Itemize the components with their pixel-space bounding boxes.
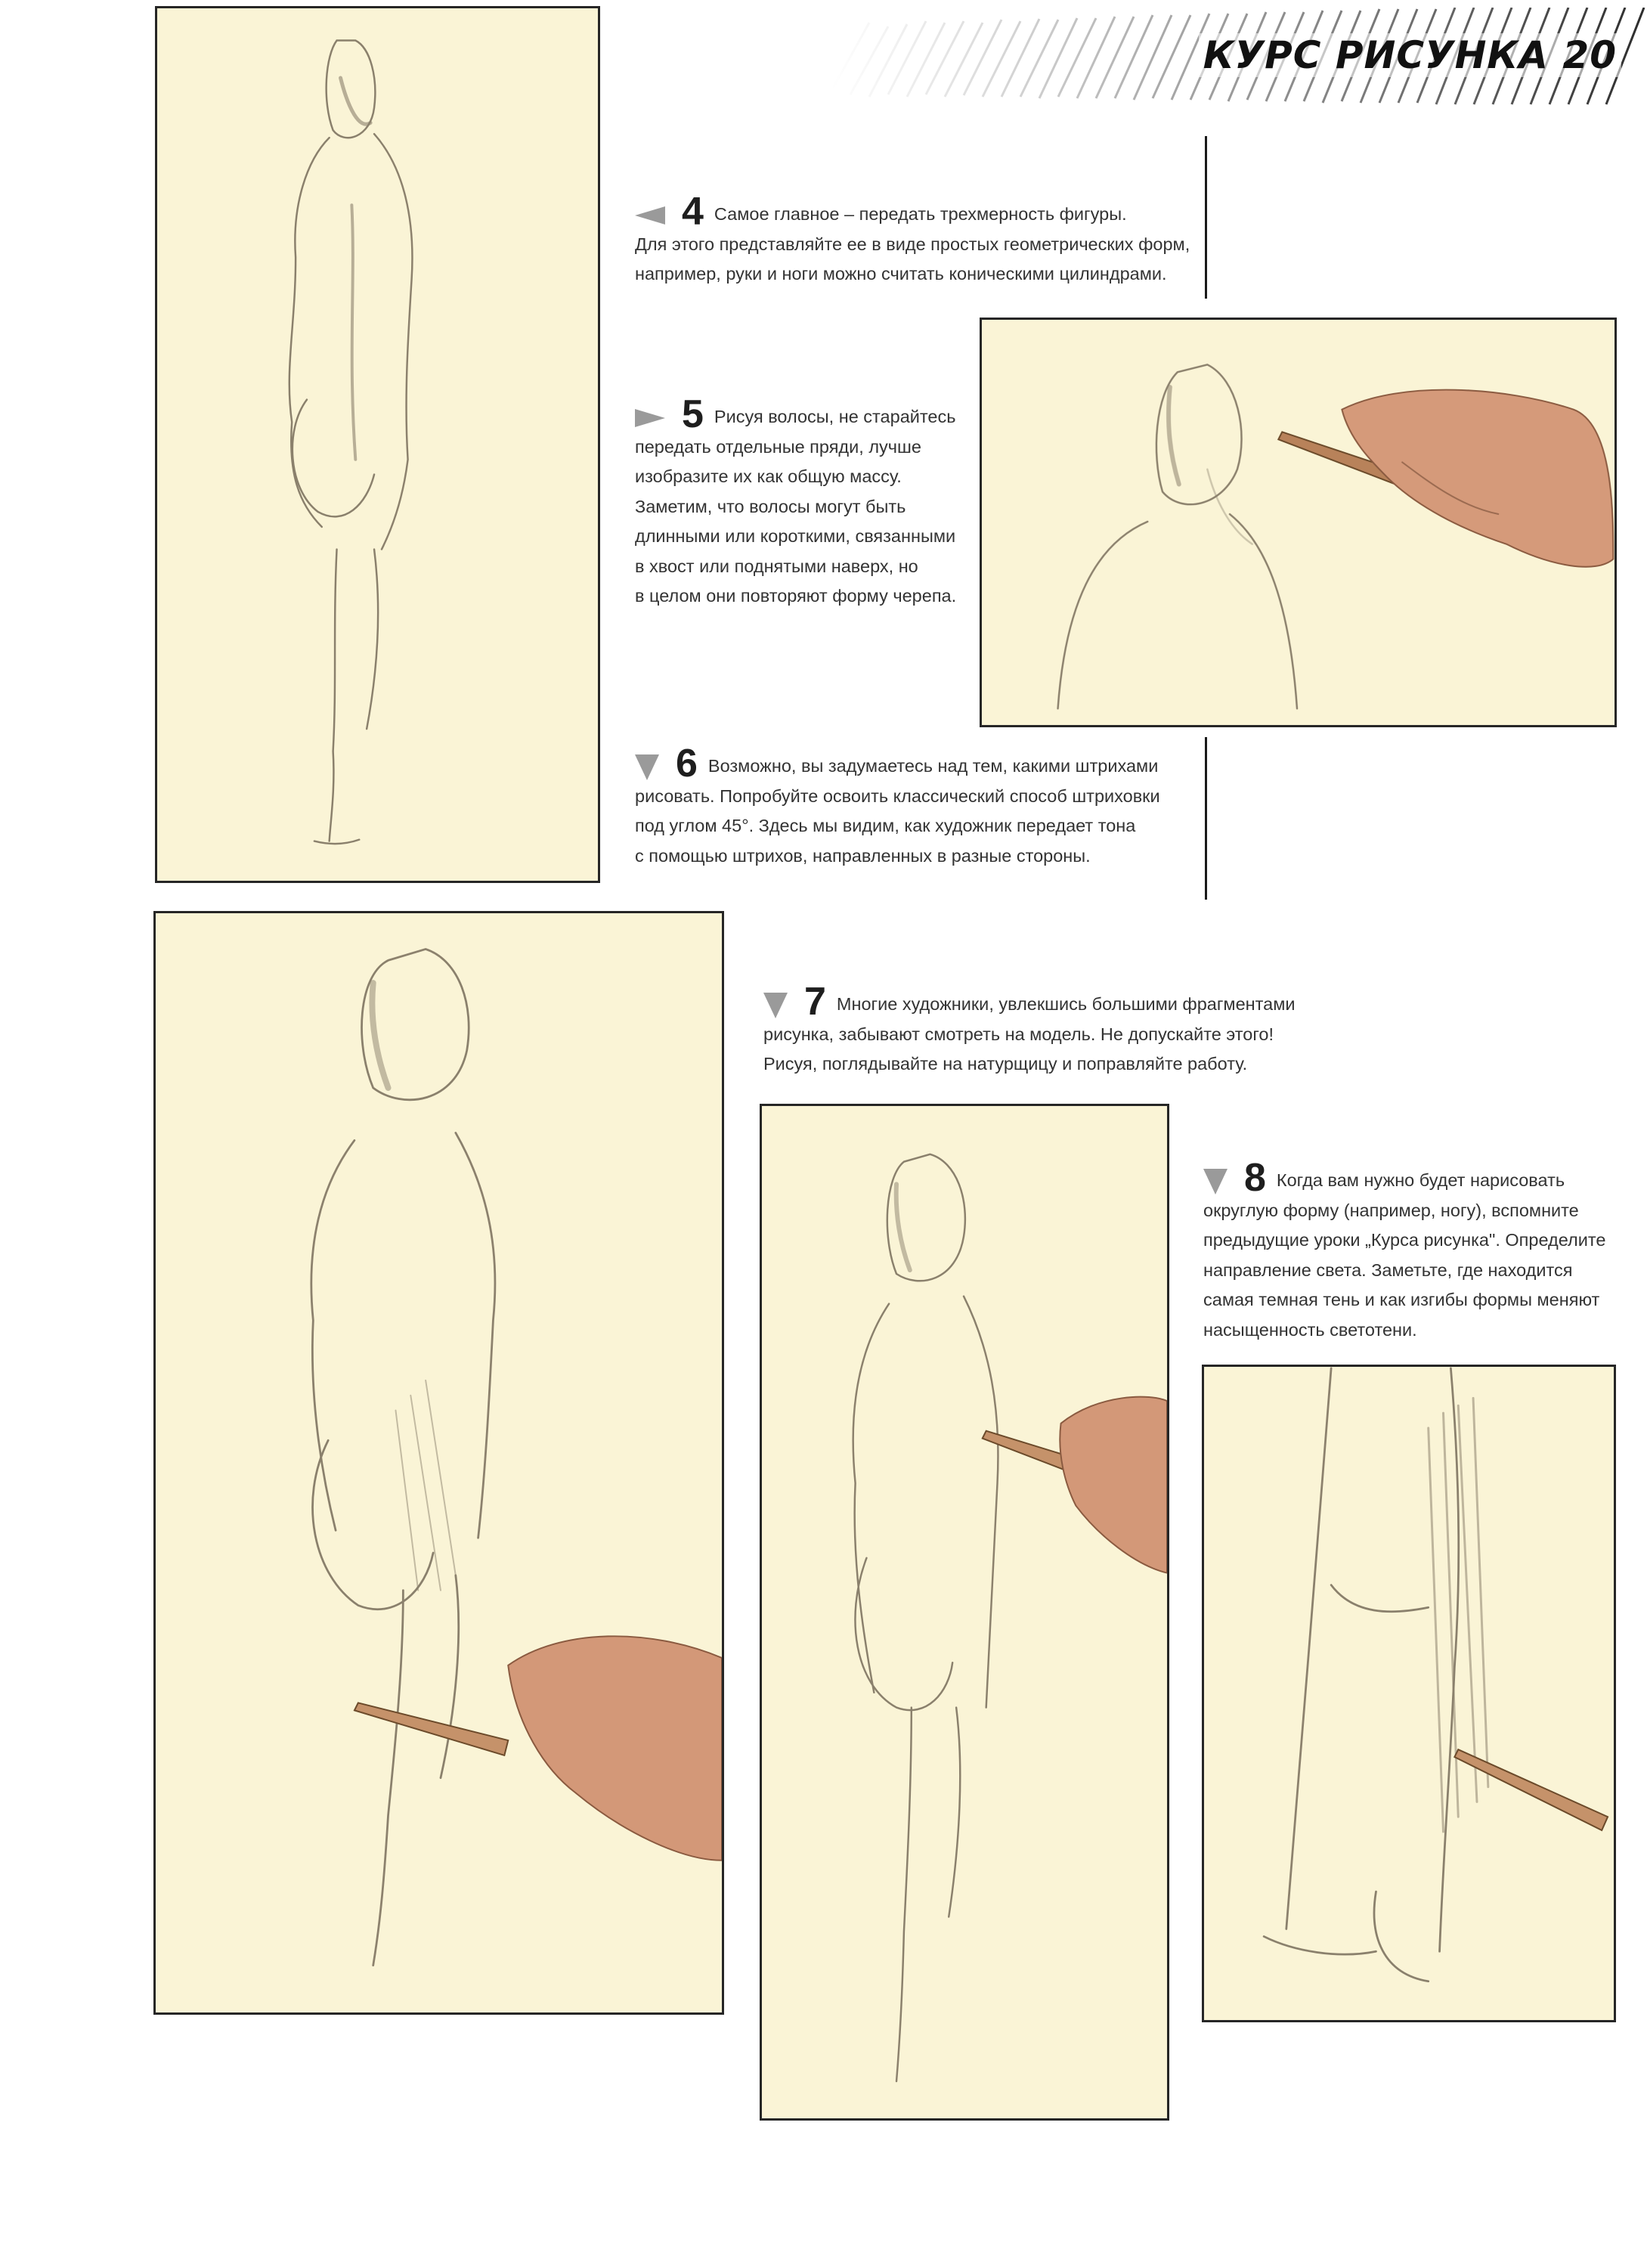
caption-line: в целом они повторяют форму черепа. <box>635 586 957 606</box>
right-triangle-icon <box>635 409 665 427</box>
caption-line: Самое главное – передать трехмерность фигуры. <box>714 204 1127 224</box>
drawing-hand-icon <box>983 1397 1167 1573</box>
figure-with-hand-sketch <box>762 1106 1167 2118</box>
caption-line: Многие художники, увлекшись большими фрагментами <box>836 994 1296 1014</box>
figure-sketch-step5 <box>980 318 1617 727</box>
caption-line: под углом 45°. Здесь мы видим, как художник передает тона <box>635 816 1136 835</box>
figure-back-view-sketch <box>157 8 598 881</box>
caption-line: Заметим, что волосы могут быть <box>635 496 906 516</box>
caption-line: рисовать. Попробуйте освоить классический способ штриховки <box>635 785 1160 806</box>
step-number: 5 <box>682 392 704 436</box>
caption-line: длинными или короткими, связанными <box>635 526 956 546</box>
figure-sketch-step4 <box>155 6 600 883</box>
drawing-hand-icon <box>1454 1749 1608 1830</box>
caption-line: направление света. Заметьте, где находится <box>1203 1259 1573 1280</box>
figure-shading-with-hand-sketch <box>156 913 722 2012</box>
step-number: 6 <box>676 742 698 785</box>
divider-rule-bottom <box>1205 737 1207 900</box>
caption-line: в хвост или поднятыми наверх, но <box>635 556 918 576</box>
caption-line: Рисуя волосы, не старайтесь <box>714 407 956 426</box>
caption-line: округлую форму (например, ногу), вспомните <box>1203 1200 1579 1220</box>
caption-line: Рисуя, поглядывайте на натурщицу и поправляйте работу. <box>763 1054 1248 1074</box>
down-triangle-icon <box>635 754 659 780</box>
leg-shading-sketch <box>1204 1367 1614 2020</box>
step-7-caption <box>763 980 1296 1080</box>
step-number: 7 <box>804 980 826 1024</box>
drawing-hand-icon <box>1278 390 1613 567</box>
page-header-title: КУРС РИСУНКА 20 <box>1199 33 1621 77</box>
down-triangle-icon <box>1203 1169 1228 1194</box>
caption-line: насыщенность светотени. <box>1203 1319 1417 1340</box>
step-number: 8 <box>1244 1156 1266 1200</box>
caption-line: например, руки и ноги можно считать коническими цилиндрами. <box>635 264 1167 284</box>
figure-sketch-step8 <box>1202 1365 1616 2022</box>
step-6-caption <box>635 742 1160 871</box>
left-triangle-icon <box>635 206 665 225</box>
caption-line: самая темная тень и как изгибы формы меняют <box>1203 1290 1600 1309</box>
caption-line: передать отдельные пряди, лучше <box>635 436 921 457</box>
step-4-caption <box>635 190 1190 290</box>
caption-line: Когда вам нужно будет нарисовать <box>1276 1170 1565 1190</box>
caption-line: изобразите их как общую массу. <box>635 466 902 486</box>
hair-drawing-with-hand-sketch <box>982 320 1614 725</box>
step-8-caption <box>1203 1156 1606 1345</box>
caption-line: Возможно, вы задумаетесь над тем, какими штрихами <box>707 756 1159 776</box>
drawing-hand-icon <box>354 1636 722 1860</box>
down-triangle-icon <box>763 993 788 1018</box>
divider-rule-top <box>1205 136 1207 299</box>
step-5-caption <box>635 392 957 612</box>
caption-line: предыдущие уроки „Курса рисунка". Определите <box>1203 1230 1606 1250</box>
figure-sketch-step6 <box>153 911 724 2015</box>
step-number: 4 <box>682 190 704 234</box>
figure-sketch-step7 <box>760 1104 1169 2121</box>
caption-line: с помощью штрихов, направленных в разные стороны. <box>635 845 1091 866</box>
caption-line: рисунка, забывают смотреть на модель. Не допускайте этого! <box>763 1024 1274 1044</box>
caption-line: Для этого представляйте ее в виде простых геометрических форм, <box>635 234 1190 254</box>
